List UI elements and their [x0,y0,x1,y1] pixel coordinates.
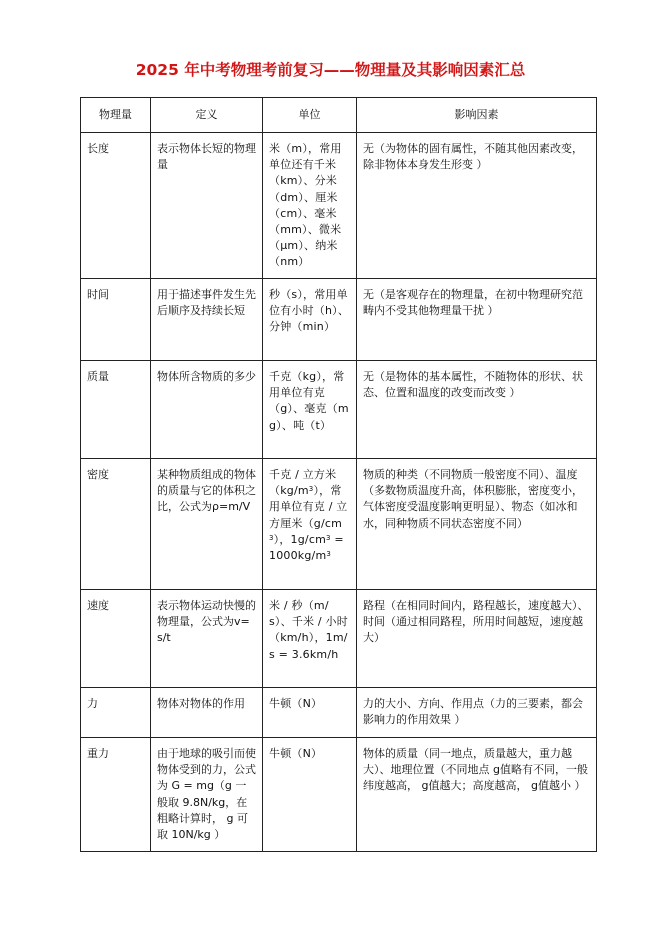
cell-unit: 秒（s），常用单位有小时（h）、分钟（min） [263,279,357,361]
superscript: 3 [326,550,332,559]
cell-factors: 路程（在相同时间内，路程越长，速度越大）、时间（通过相同路程，所用时间越短，速度越大） [357,590,597,688]
cell-quantity: 质量 [81,361,151,459]
cell-unit: 牛顿（N） [263,738,357,852]
cell-unit: 牛顿（N） [263,688,357,738]
superscript: 3 [326,533,331,542]
table-header-row [81,98,597,133]
cell-quantity: 密度 [81,459,151,590]
cell-quantity: 时间 [81,279,151,361]
cell-factors: 无（是物体的基本属性，不随物体的形状、状态、位置和温度的改变而改变 ） [357,361,597,459]
header-definition: 定义 [151,98,263,133]
cell-definition: 由于地球的吸引而使物体受到的力，公式为 G = mg（g 一般取 9.8N/kg，在粗略计算时， g 可取 10N/kg ） [151,738,263,852]
cell-unit: 米（m），常用单位还有千米（km）、分米（dm）、厘米（cm）、毫米（mm）、微米（μm）、纳米（nm） [263,133,357,279]
cell-factors: 无（为物体的固有属性，不随其他因素改变，除非物体本身发生形变 ） [357,133,597,279]
document-title: 2025 年中考物理考前复习——物理量及其影响因素汇总 [135,61,526,79]
header-unit: 单位 [263,98,357,133]
superscript: 3 [269,533,274,542]
cell-definition: 表示物体长短的物理量 [151,133,263,279]
cell-quantity: 速度 [81,590,151,688]
cell-definition: 用于描述事件发生先后顺序及持续长短 [151,279,263,361]
table-row [81,279,597,361]
cell-quantity: 力 [81,688,151,738]
cell-unit [263,459,357,590]
cell-definition: 某种物质组成的物体的质量与它的体积之比，公式为ρ=m/V [151,459,263,590]
cell-factors: 无（是客观存在的物理量，在初中物理研究范畴内不受其他物理量干扰 ） [357,279,597,361]
table-row [81,590,597,688]
physics-quantities-table [80,97,597,852]
unit-text: ），常用单位有克 / 立方厘米（g/cm [269,484,348,530]
unit-text: 千克 / 立方米（kg/m [269,468,337,498]
cell-unit: 米 / 秒（m/s）、千米 / 小时（km/h），1m/s = 3.6km/h [263,590,357,688]
unit-text: ），1g/cm [273,532,327,546]
table-row [81,688,597,738]
table-row [81,459,597,590]
cell-definition: 表示物体运动快慢的物理量，公式为v=s/t [151,590,263,688]
header-quantity: 物理量 [81,98,151,133]
header-factors: 影响因素 [357,98,597,133]
superscript: 3 [308,485,314,494]
cell-definition: 物体所含物质的多少 [151,361,263,459]
cell-quantity: 长度 [81,133,151,279]
table-row [81,738,597,852]
table-row [81,361,597,459]
cell-factors: 物质的种类（不同物质一般密度不同）、温度（多数物质温度升高，体积膨胀，密度变小，气体密度受温度影响更明显）、物态（如冰和水，同种物质不同状态密度不同） [357,459,597,590]
table-row [81,133,597,279]
cell-factors: 力的大小、方向、作用点（力的三要素，都会影响力的作用效果 ） [357,688,597,738]
cell-quantity: 重力 [81,738,151,852]
unit-text: = 1000kg/m [269,532,344,563]
cell-definition: 物体对物体的作用 [151,688,263,738]
cell-unit: 千克（kg），常用单位有克（g）、毫克（mg）、吨（t） [263,361,357,459]
cell-factors: 物体的质量（同一地点，质量越大，重力越大）、地理位置（不同地点 g值略有不同，一般纬度越高， g值越大；高度越高， g值越小 ） [357,738,597,852]
